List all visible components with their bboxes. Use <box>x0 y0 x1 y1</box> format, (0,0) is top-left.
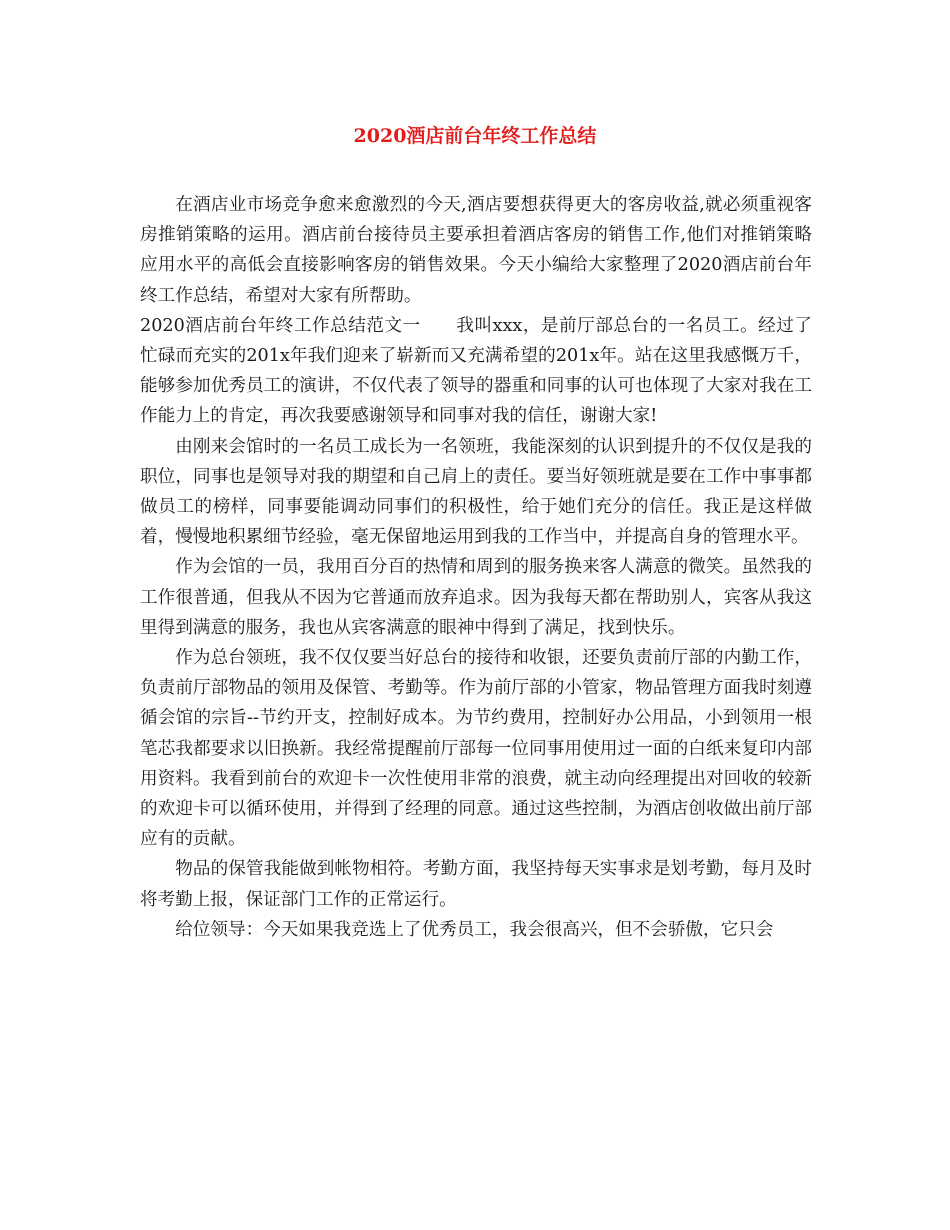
document-body <box>140 190 812 945</box>
intro-paragraph: 在酒店业市场竞争愈来愈激烈的今天,酒店要想获得更大的客房收益,就必须重视客房推销策略的运用。酒店前台接待员主要承担着酒店客房的销售工作,他们对推销策略应用水平的高低会直接影响客房的销售效果。今天小编给大家整理了2020酒店前台年终工作总结，希望对大家有所帮助。 <box>140 195 812 306</box>
section-heading: 2020酒店前台年终工作总结范文一 <box>140 315 421 336</box>
body-paragraph: 作为会馆的一员，我用百分百的热情和周到的服务换来客人满意的微笑。虽然我的工作很普通，但我从不因为它普通而放弃追求。因为我每天都在帮助别人，宾客从我这里得到满意的服务，我也从宾客满意的眼神中得到了满足，找到快乐。 <box>140 557 812 638</box>
body-paragraph: 给位领导：今天如果我竞选上了优秀员工，我会很高兴，但不会骄傲，它只会 <box>175 919 774 940</box>
body-paragraph: 作为总台领班，我不仅仅要当好总台的接待和收银，还要负责前厅部的内勤工作，负责前厅部物品的领用及保管、考勤等。作为前厅部的小管家，物品管理方面我时刻遵循会馆的宗旨--节约开支，控制好成本。为节约费用，控制好办公用品，小到领用一根笔芯我都要求以旧换新。我经常提醒前厅部每一位同事用使用过一面的白纸来复印内部用资料。我看到前台的欢迎卡一次性使用非常的浪费，就主动向经理提出对回收的较新的欢迎卡可以循环使用，并得到了经理的同意。通过这些控制，为酒店创收做出前厅部应有的贡献。 <box>140 648 812 850</box>
body-paragraph: 物品的保管我能做到帐物相符。考勤方面，我坚持每天实事求是划考勤，每月及时将考勤上报，保证部门工作的正常运行。 <box>140 859 812 910</box>
section-paragraph <box>140 311 812 432</box>
section-first-text: 我叫xxx，是前厅部总台的一名员工。经过了忙碌而充实的201x年我们迎来了崭新而又充满希望的201x年。站在这里我感慨万千，能够参加优秀员工的演讲，不仅代表了领导的器重和同事的认可也体现了大家对我在工作能力上的肯定，再次我要感谢领导和同事对我的信任，谢谢大家! <box>140 315 812 427</box>
body-paragraph: 由刚来会馆时的一名员工成长为一名领班，我能深刻的认识到提升的不仅仅是我的职位，同事也是领导对我的期望和自己肩上的责任。要当好领班就是要在工作中事事都做员工的榜样，同事要能调动同事们的积极性，给于她们充分的信任。我正是这样做着，慢慢地积累细节经验，毫无保留地运用到我的工作当中，并提高自身的管理水平。 <box>140 436 812 548</box>
document-title: 2020酒店前台年终工作总结 <box>353 125 597 147</box>
